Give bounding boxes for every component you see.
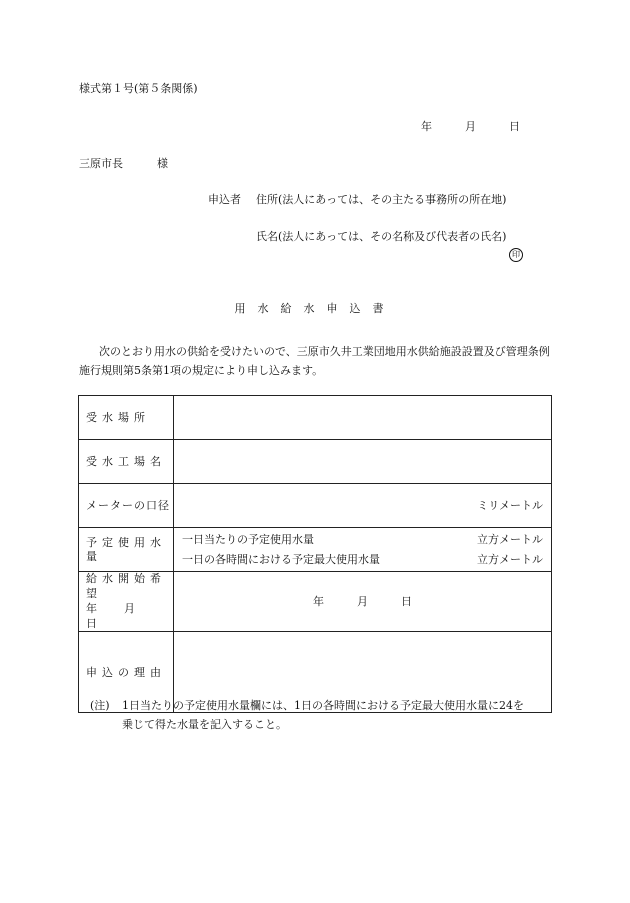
start-date-label-month: 月 [124, 601, 140, 615]
reason-label: 申込の理由 [79, 632, 174, 713]
table-row [79, 484, 552, 528]
recipient [79, 157, 168, 170]
max-hourly-usage-line [182, 550, 543, 570]
meter-diameter-unit: ミリメートル [477, 498, 543, 512]
form-number: 様式第１号(第５条関係) [79, 82, 198, 95]
footnote-body: 1日当たりの予定使用水量欄には、1日の各時間における予定最大使用水量に24を [122, 699, 524, 712]
intro-text: 次のとおり用水の供給を受けたいので、三原市久井工業団地用水供給施設設置及び管理条例施行規則第5条第1項の規定により申し込みます。 [79, 345, 550, 378]
start-date-field[interactable] [174, 572, 552, 632]
receiving-factory-label: 受水工場名 [79, 440, 174, 484]
date-year: 年 [421, 120, 432, 133]
meter-diameter-label: メーターの口径 [79, 484, 174, 528]
date-day: 日 [509, 120, 520, 133]
name-label: 氏名(法人にあっては、その名称及び代表者の氏名) [256, 230, 507, 243]
date-month: 月 [465, 120, 476, 133]
max-hourly-usage-text: 一日の各時間における予定最大使用水量 [182, 552, 380, 566]
application-table [78, 395, 552, 713]
footnote-head: (注) [90, 699, 110, 712]
address-label: 住所(法人にあっては、その主たる事務所の所在地) [256, 193, 507, 206]
recipient-honorific: 様 [157, 157, 168, 170]
receiving-location-label: 受水場所 [79, 396, 174, 440]
start-date-label [79, 572, 174, 632]
start-date-label-year: 年 [86, 601, 102, 615]
receiving-location-field[interactable] [174, 396, 552, 440]
footnote [90, 697, 560, 734]
receiving-factory-field[interactable] [174, 440, 552, 484]
recipient-name: 三原市長 [79, 157, 123, 170]
start-date-year: 年 [313, 595, 324, 609]
start-date-day: 日 [401, 595, 412, 609]
table-row [79, 440, 552, 484]
applicant-label: 申込者 [208, 193, 241, 206]
application-date [421, 120, 520, 133]
table-row [79, 528, 552, 572]
footnote-continuation: 乗じて得た水量を記入すること。 [122, 717, 287, 731]
planned-usage-label: 予定使用水量 [79, 528, 174, 572]
seal-mark: 印 [509, 248, 523, 262]
meter-diameter-field[interactable] [174, 484, 552, 528]
start-date-month: 月 [357, 595, 368, 609]
max-hourly-usage-unit: 立方メートル [477, 552, 543, 566]
start-date-label-title: 給水開始希望 [86, 572, 166, 600]
planned-usage-field[interactable] [174, 528, 552, 572]
daily-usage-text: 一日当たりの予定使用水量 [182, 532, 314, 546]
daily-usage-line [182, 530, 543, 550]
table-row [79, 396, 552, 440]
table-row [79, 572, 552, 632]
start-date-label-day: 日 [86, 616, 102, 630]
daily-usage-unit: 立方メートル [477, 532, 543, 546]
document-title: 用水給水申込書 [234, 302, 396, 315]
